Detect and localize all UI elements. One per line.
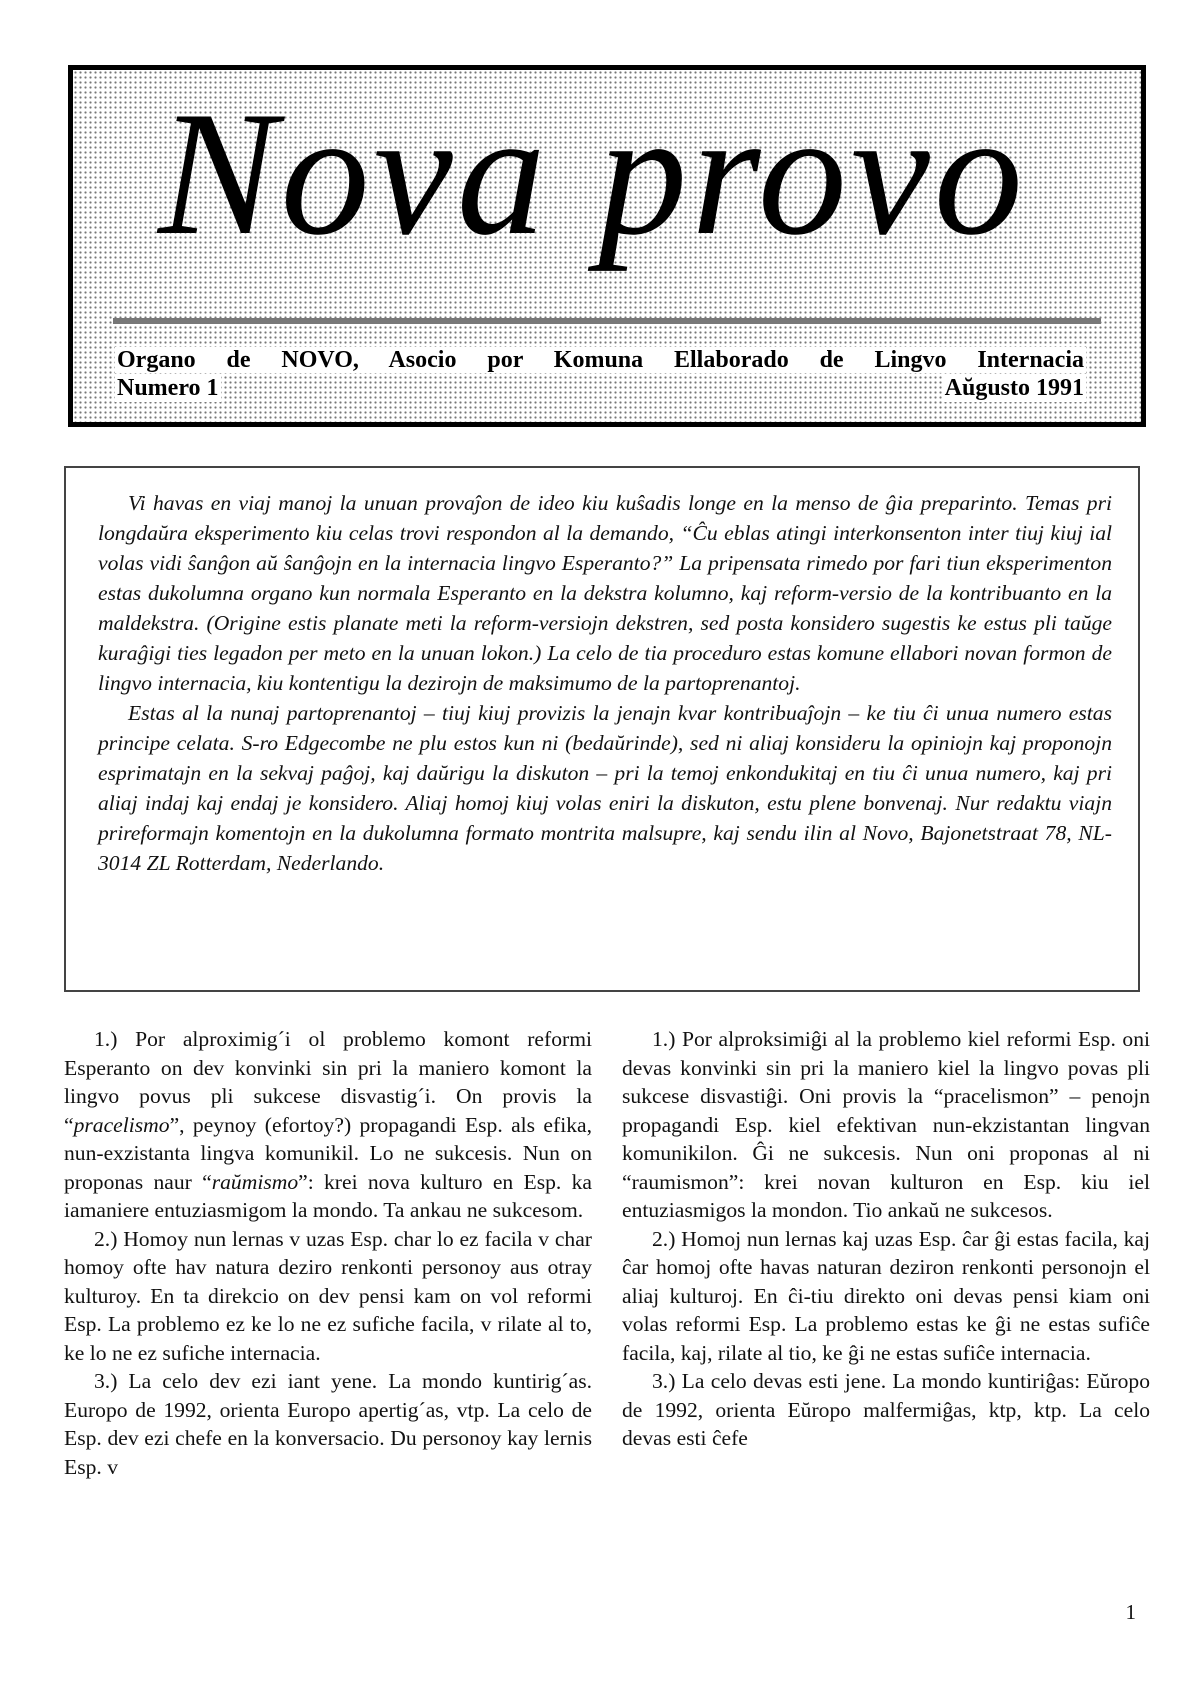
subtitle <box>115 346 1086 374</box>
intro-paragraph: Estas al la nunaj partoprenantoj – tiuj kiuj provizis la jenajn kvar kontribuaĵojn – ke tiu ĉi unua numero estas principe celata. S-ro Edgecombe ne plu estos kun ni (bedaŭrinde), sed ni aliaj konsideru la opiniojn kaj proponojn esprimatajn en la sekvaj paĝoj, kaj daŭrigu la diskuton – pri la temoj enkondukitaj en tiu ĉi unua numero, kaj pri aliaj indaj kaj endaj je konsidero. Aliaj homoj kiuj volas eniri la diskuton, estu plene bonvenaj. Nur redaktu viajn prireformajn komentojn en la dukolumna formato montrita malsupre, kaj sendu ilin al Novo, Bajonetstraat 78, NL-3014 ZL Rotterdam, Nederlando. <box>98 701 1112 875</box>
paragraph-number: 1.) <box>94 1027 118 1051</box>
left-paragraph: 1.) Por alproximig´i ol problemo komont reformi Esperanto on dev konvinki sin pri la maniero komont la lingvo povus pli sukcese disvastig´i. On provis la “pracelismo”, peynoy (efortoy?) propagandi Esp. als efika, nun-exzistanta lingva komunikil. Lo ne sukcesis. Nun on proponas naur “raŭmismo”: krei nova kulturo en Esp. ka iamaniere entuziasmigom la mondo. Ta ankau ne sukcesom. <box>64 1027 593 1222</box>
title-rule <box>113 318 1101 324</box>
term-raumismo: raŭmismo <box>211 1169 299 1194</box>
page-number: 1 <box>1125 1600 1136 1624</box>
issue-date: Aŭgusto 1991 <box>944 375 1084 401</box>
masthead <box>68 65 1146 427</box>
left-paragraph: 2.) Homoy nun lernas v uzas Esp. char lo ez facila v char homoy ofte hav natura deziro renkonti personoy aus otray kulturoy. En ta direkcio on dev pensi kam on vol reformi Esp. La problemo ez ke lo ne ez sufiche facila, v rilate al to, ke lo ne ez sufiche internacia. <box>64 1226 592 1365</box>
left-column <box>64 1025 592 1481</box>
right-paragraph: 2.) Homoj nun lernas kaj uzas Esp. ĉar ĝi estas facila, kaj ĉar homoj ofte havas naturan deziron renkonti personojn el aliaj kulturoj. En ĉi-tiu direkto oni devas pensi kiam oni volas reformi Esp. La problemo estas ke ĝi ne estas sufiĉe facila, kaj, rilate al tio, ke ĝi ne estas sufiĉe internacia. <box>622 1226 1150 1365</box>
right-column <box>622 1025 1150 1453</box>
intro-box <box>64 466 1140 992</box>
newsletter-title: Nova provo <box>158 74 1027 272</box>
intro-paragraph: Vi havas en viaj manoj la unuan provaĵon de ideo kiu kuŝadis longe en la menso de ĝia preparinto. Temas pri longdaŭra eksperimento kiu celas trovi respondon al la demando, “Ĉu eblas atingi interkonsenton inter tiuj kiuj ial volas vidi ŝanĝon aŭ ŝanĝojn en la internacia lingvo Esperanto?” La pripensata rimedo por fari tiun eksperimenton estas dukolumna organo kun normala Esperanto en la dekstra kolumno, kaj reform-versio de la kontribuanto en la maldekstra. (Origine estis planate meti la reform-versiojn dekstren, sed posta konsidero sugestis ke estus pli taŭge kuraĝigi ties legadon per meto en la unuan lokon.) La celo de tia proceduro estas komune ellabori novan formon de lingvo internacia, kiu kontentigu la dezirojn de maksimumo de la partoprenantoj. <box>98 491 1112 695</box>
term-pracelismo: pracelismo <box>73 1112 170 1137</box>
right-paragraph: 1.) Por alproksimiĝi al la problemo kiel reformi Esp. oni devas konvinki sin pri la maniero kiel la lingvo povas pli sukcese disvastiĝi. Oni provis la “pracelismon” – penojn propagandi Esp. kiel efektivan nun-ekzistantan lingvan komunikilon. Ĝi ne sukcesis. Nun oni proponas al ni “raumismon”: krei novan kulturon en Esp. kiu iel entuziasmigos la mondon. Tio ankaŭ ne sukcesos. <box>622 1027 1150 1222</box>
issue-number: Numero 1 <box>117 375 219 401</box>
left-paragraph: 3.) La celo dev ezi iant yene. La mondo kuntirig´as. Europo de 1992, orienta Europo apertig´as, vtp. La celo de Esp. dev ezi chefe en la konversacio. Du personoy kay lernis Esp. v <box>64 1369 592 1479</box>
issue-line <box>115 374 1086 402</box>
right-paragraph: 3.) La celo devas esti jene. La mondo kuntiriĝas: Eŭropo de 1992, orienta Eŭropo malfermiĝas, ktp, ktp. La celo devas esti ĉefe <box>622 1369 1150 1450</box>
subtitle-text: Organo de NOVO, Asocio por Komuna Ellaborado de Lingvo Internacia <box>117 347 1084 373</box>
